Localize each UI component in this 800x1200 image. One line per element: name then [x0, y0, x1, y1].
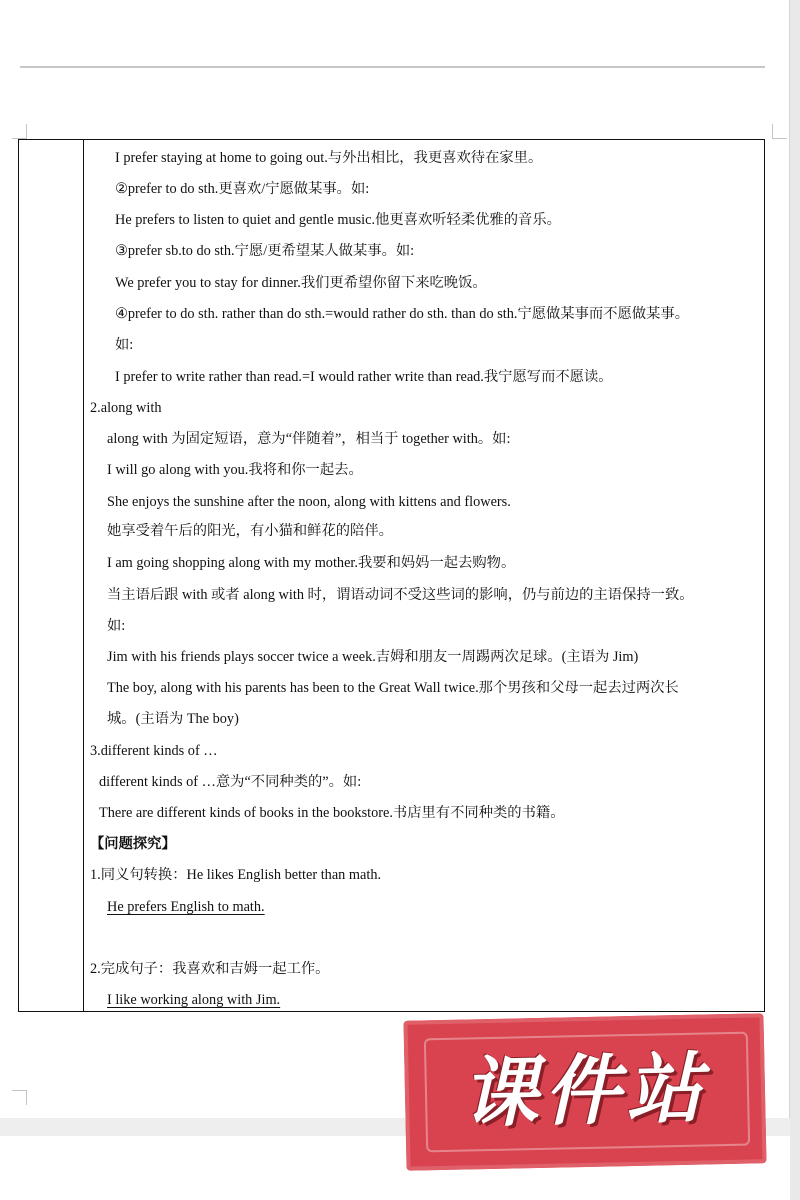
text-line: I prefer staying at home to going out.与外出相比，我更喜欢待在家里。 — [115, 150, 543, 166]
header-rule — [20, 66, 765, 68]
text-line: Jim with his friends plays soccer twice a week.吉姆和朋友一周踢两次足球。(主语为 Jim) — [107, 649, 639, 665]
text-line: 如: — [115, 337, 134, 353]
text-line: The boy, along with his parents has been to the Great Wall twice.那个男孩和父母一起去过两次长 — [107, 680, 679, 696]
text-line: We prefer you to stay for dinner.我们更希望你留下来吃晚饭。 — [115, 275, 487, 291]
watermark-stamp — [403, 1013, 766, 1171]
text-line: 当主语后跟 with 或者 along with 时，谓语动词不受这些词的影响，仍与前边的主语保持一致。 — [107, 587, 694, 603]
text-line: She enjoys the sunshine after the noon, along with kittens and flowers. — [107, 494, 511, 510]
section-heading: 2.along with — [90, 400, 162, 416]
answer-2: I like working along with Jim. — [107, 992, 281, 1008]
text-line: along with 为固定短语，意为“伴随着”，相当于 together with。如: — [107, 431, 511, 447]
text-line: I am going shopping along with my mother.我要和妈妈一起去购物。 — [107, 555, 516, 571]
table-column-divider — [83, 140, 84, 1011]
text-line: different kinds of …意为“不同种类的”。如: — [99, 774, 362, 790]
watermark-text: 课件站 — [461, 1043, 709, 1138]
text-line: He prefers to listen to quiet and gentle music.他更喜欢听轻柔优雅的音乐。 — [115, 212, 561, 228]
text-line: ③prefer sb.to do sth.宁愿/更希望某人做某事。如: — [115, 243, 415, 259]
text-line: ④prefer to do sth. rather than do sth.=would rather do sth. than do sth.宁愿做某事而不愿做某事。 — [115, 306, 690, 322]
question-1: 1.同义句转换：He likes English better than math. — [90, 867, 382, 883]
answer-1: He prefers English to math. — [107, 899, 265, 915]
section-heading-inquiry: 【问题探究】 — [90, 836, 176, 852]
text-line: 如: — [107, 618, 126, 634]
question-2: 2.完成句子：我喜欢和吉姆一起工作。 — [90, 961, 330, 977]
margin-mark-top-left — [12, 124, 27, 139]
content-table — [18, 139, 765, 1012]
text-line: 城。(主语为 The boy) — [107, 711, 239, 727]
margin-mark-top-right — [772, 124, 787, 139]
viewer-right-edge — [789, 0, 800, 1200]
text-line: I will go along with you.我将和你一起去。 — [107, 462, 363, 478]
section-heading: 3.different kinds of … — [90, 743, 218, 759]
text-line: 她享受着午后的阳光，有小猫和鲜花的陪伴。 — [107, 523, 393, 539]
text-line: ②prefer to do sth.更喜欢/宁愿做某事。如: — [115, 181, 370, 197]
text-line: There are different kinds of books in the bookstore.书店里有不同种类的书籍。 — [99, 805, 565, 821]
text-line: I prefer to write rather than read.=I would rather write than read.我宁愿写而不愿读。 — [115, 369, 613, 385]
margin-mark-bottom-left — [12, 1090, 27, 1105]
